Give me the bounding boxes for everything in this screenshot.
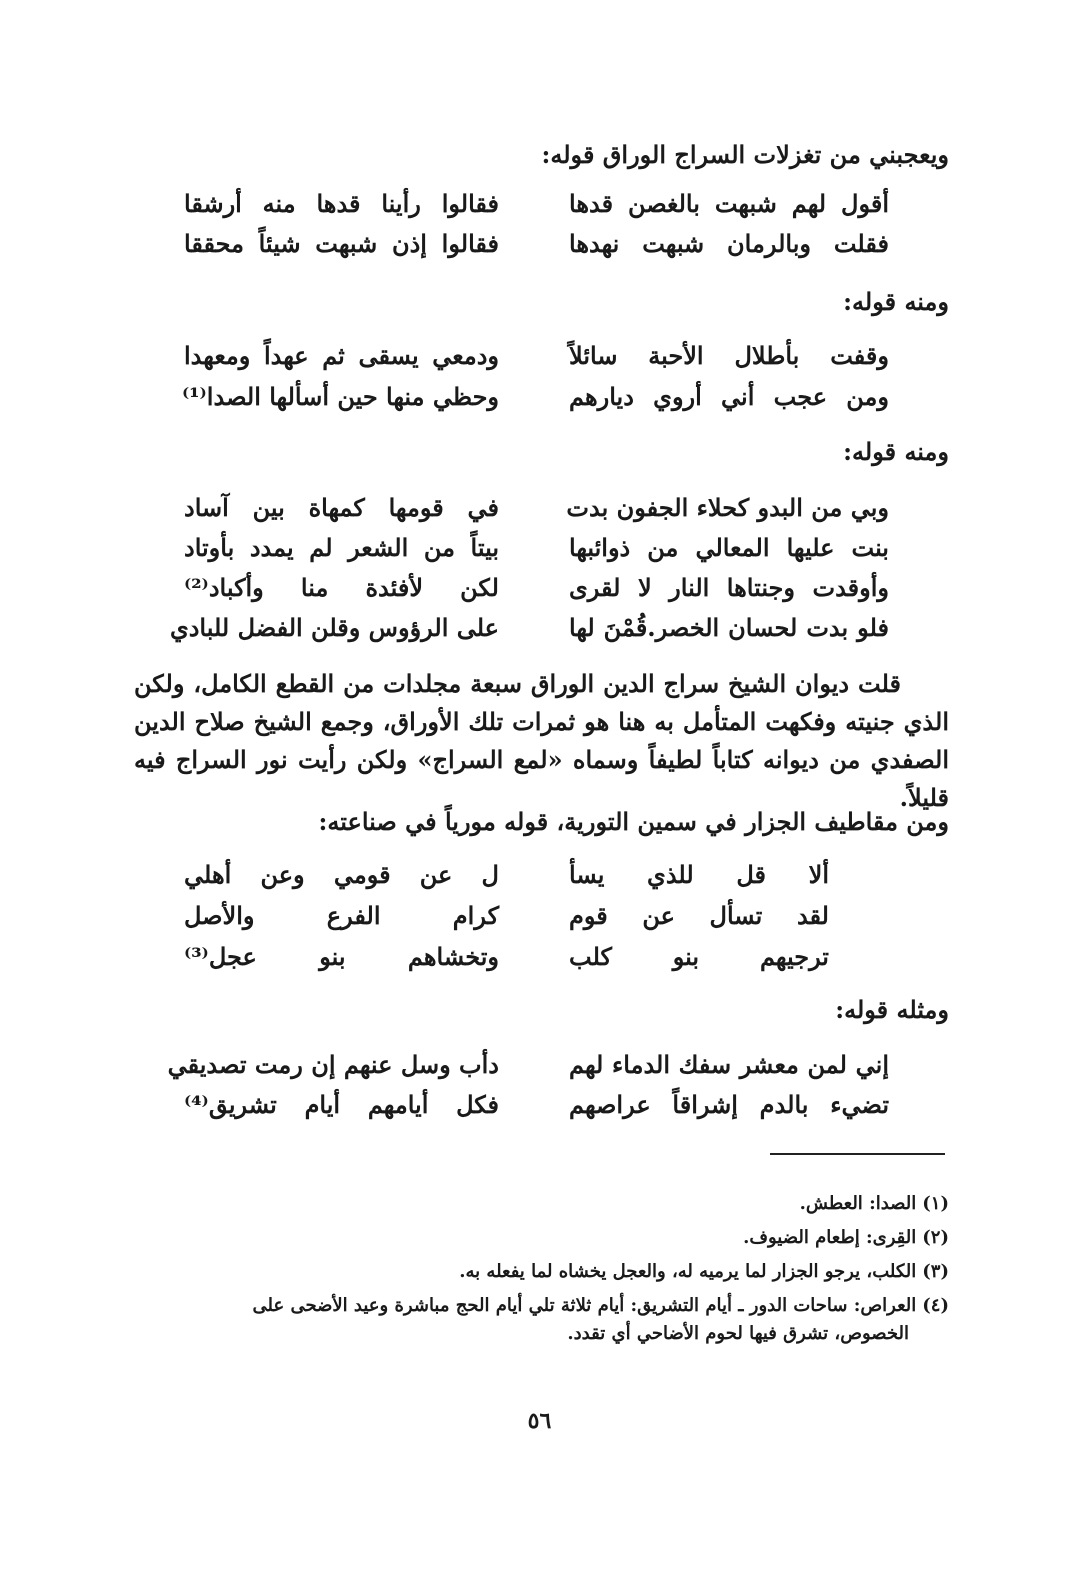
intro-line-2: ومنه قوله: (843, 287, 949, 316)
verse-second-hemistich: دأب وسل عنهم إن رمت تصديقي (167, 1050, 499, 1079)
verse-line (184, 488, 889, 528)
verse-second-hemistich: كرام الفرع والأصل (184, 901, 499, 930)
verse-second-hemistich: فقالوا إذن شبهت شيئاً محققا (184, 229, 499, 258)
footnote (134, 1224, 949, 1252)
footnotes (134, 1190, 949, 1354)
intro-line-3: ومنه قوله: (843, 437, 949, 466)
intro-line-1: ويعجبني من تغزلات السراج الوراق قوله: (541, 140, 949, 169)
footnote-number: (١) (922, 1193, 949, 1214)
intro-line-4: ومن مقاطيف الجزار في سمين التورية، قوله مورياً في صناعته: (318, 807, 949, 836)
page-number: ٥٦ (527, 1408, 552, 1434)
footnote-text: القِرى: إطعام الضيوف. (743, 1227, 917, 1248)
footnote-text: العراص: ساحات الدور ـ أيام التشريق: أيام ثلاثة تلي أيام الحج مباشرة وعيد الأضحى على (252, 1295, 917, 1316)
verse-second-hemistich: على الرؤوس وقلن الفضل للبادي (169, 613, 499, 642)
verse-first-hemistich: فلو بدت لحسان الخصر.قُمْنَ لها (569, 613, 889, 642)
footnote-text: الصدا: العطش. (799, 1193, 917, 1214)
verse-line (181, 377, 889, 417)
footnote-number: (٣) (922, 1261, 949, 1282)
verse-second-hemistich: بيتاً من الشعر لم يمدد بأوتاد (184, 533, 499, 562)
verse-first-hemistich: ألا قل للذي يسأ (569, 860, 829, 889)
footnote (134, 1190, 949, 1218)
footnote (134, 1258, 949, 1286)
paragraph-text: قلت ديوان الشيخ سراج الدين الوراق سبعة مجلدات من القطع الكامل، ولكن الذي جنيته وفكهت المتأمل به هنا هو ثمرات تلك الأوراق، وجمع الشيخ صلاح الدين الصفدي من ديوانه كتاباً لطيفاً وسماه «لمع السراج» ولكن رأيت نور السراج فيه قليلاً. (134, 669, 949, 812)
verse-first-hemistich: إني لمن معشر سفك الدماء لهم (569, 1050, 889, 1079)
prose-paragraph (134, 665, 949, 817)
verse-first-hemistich: وبي من البدو كحلاء الجفون بدت (566, 493, 889, 522)
verse-first-hemistich: ومن عجب أني أروي ديارهم (569, 382, 889, 411)
verse-first-hemistich: أقول لهم شبهت بالغصن قدها (569, 189, 889, 218)
verse-second-hemistich: في قومها كمهاة بين آساد (184, 493, 499, 522)
verse-line (184, 937, 889, 977)
verse-line (184, 336, 889, 376)
footnote-continuation: الخصوص، تشرق فيها لحوم الأضاحي أي تقدد. (567, 1323, 909, 1344)
footnote-number: (٤) (922, 1295, 949, 1316)
verse-second-hemistich: فكل أيامهم أيام تشريق⁽⁴⁾ (184, 1090, 499, 1119)
verse-first-hemistich: فقلت وبالرمان شبهت نهدها (569, 229, 889, 258)
footnote-number: (٢) (922, 1227, 949, 1248)
footnote (134, 1292, 949, 1348)
intro-line-5: ومثله قوله: (835, 995, 949, 1024)
verse-second-hemistich: وحظي منها حين أسألها الصدا⁽¹⁾ (181, 382, 499, 411)
verse-line (184, 184, 889, 224)
verse-line (184, 528, 889, 568)
verse-line (169, 608, 889, 648)
verse-first-hemistich: بنت عليها المعالي من ذوائبها (569, 533, 889, 562)
verse-first-hemistich: وقفت بأطلال الأحبة سائلاً (569, 341, 889, 370)
verse-line (184, 224, 889, 264)
verse-second-hemistich: فقالوا رأينا قدها منه أرشقا (184, 189, 499, 218)
verse-first-hemistich: لقد تسأل عن قوم (569, 901, 829, 930)
verse-second-hemistich: لكن لأفئدة منا وأكباد⁽²⁾ (184, 573, 499, 602)
verse-line (184, 1085, 889, 1125)
verse-first-hemistich: ترجيهم بنو كلب (569, 942, 829, 971)
verse-line (167, 1045, 889, 1085)
verse-second-hemistich: وتخشاهم بنو عجل⁽³⁾ (184, 942, 499, 971)
verse-line (184, 855, 889, 895)
verse-first-hemistich: تضيء بالدم إشراقاً عراصهم (569, 1090, 889, 1119)
verse-first-hemistich: وأوقدت وجنتاها النار لا لقرى (569, 573, 889, 602)
verse-second-hemistich: ودمعي يسقى ثم عهداً ومعهدا (184, 341, 499, 370)
footnote-separator (770, 1153, 945, 1155)
verse-second-hemistich: ل عن قومي وعن أهلي (184, 860, 499, 889)
footnote-text: الكلب، يرجو الجزار لما يرميه له، والعجل يخشاه لما يفعله به. (459, 1261, 917, 1282)
verse-line (184, 568, 889, 608)
verse-line (184, 896, 889, 936)
